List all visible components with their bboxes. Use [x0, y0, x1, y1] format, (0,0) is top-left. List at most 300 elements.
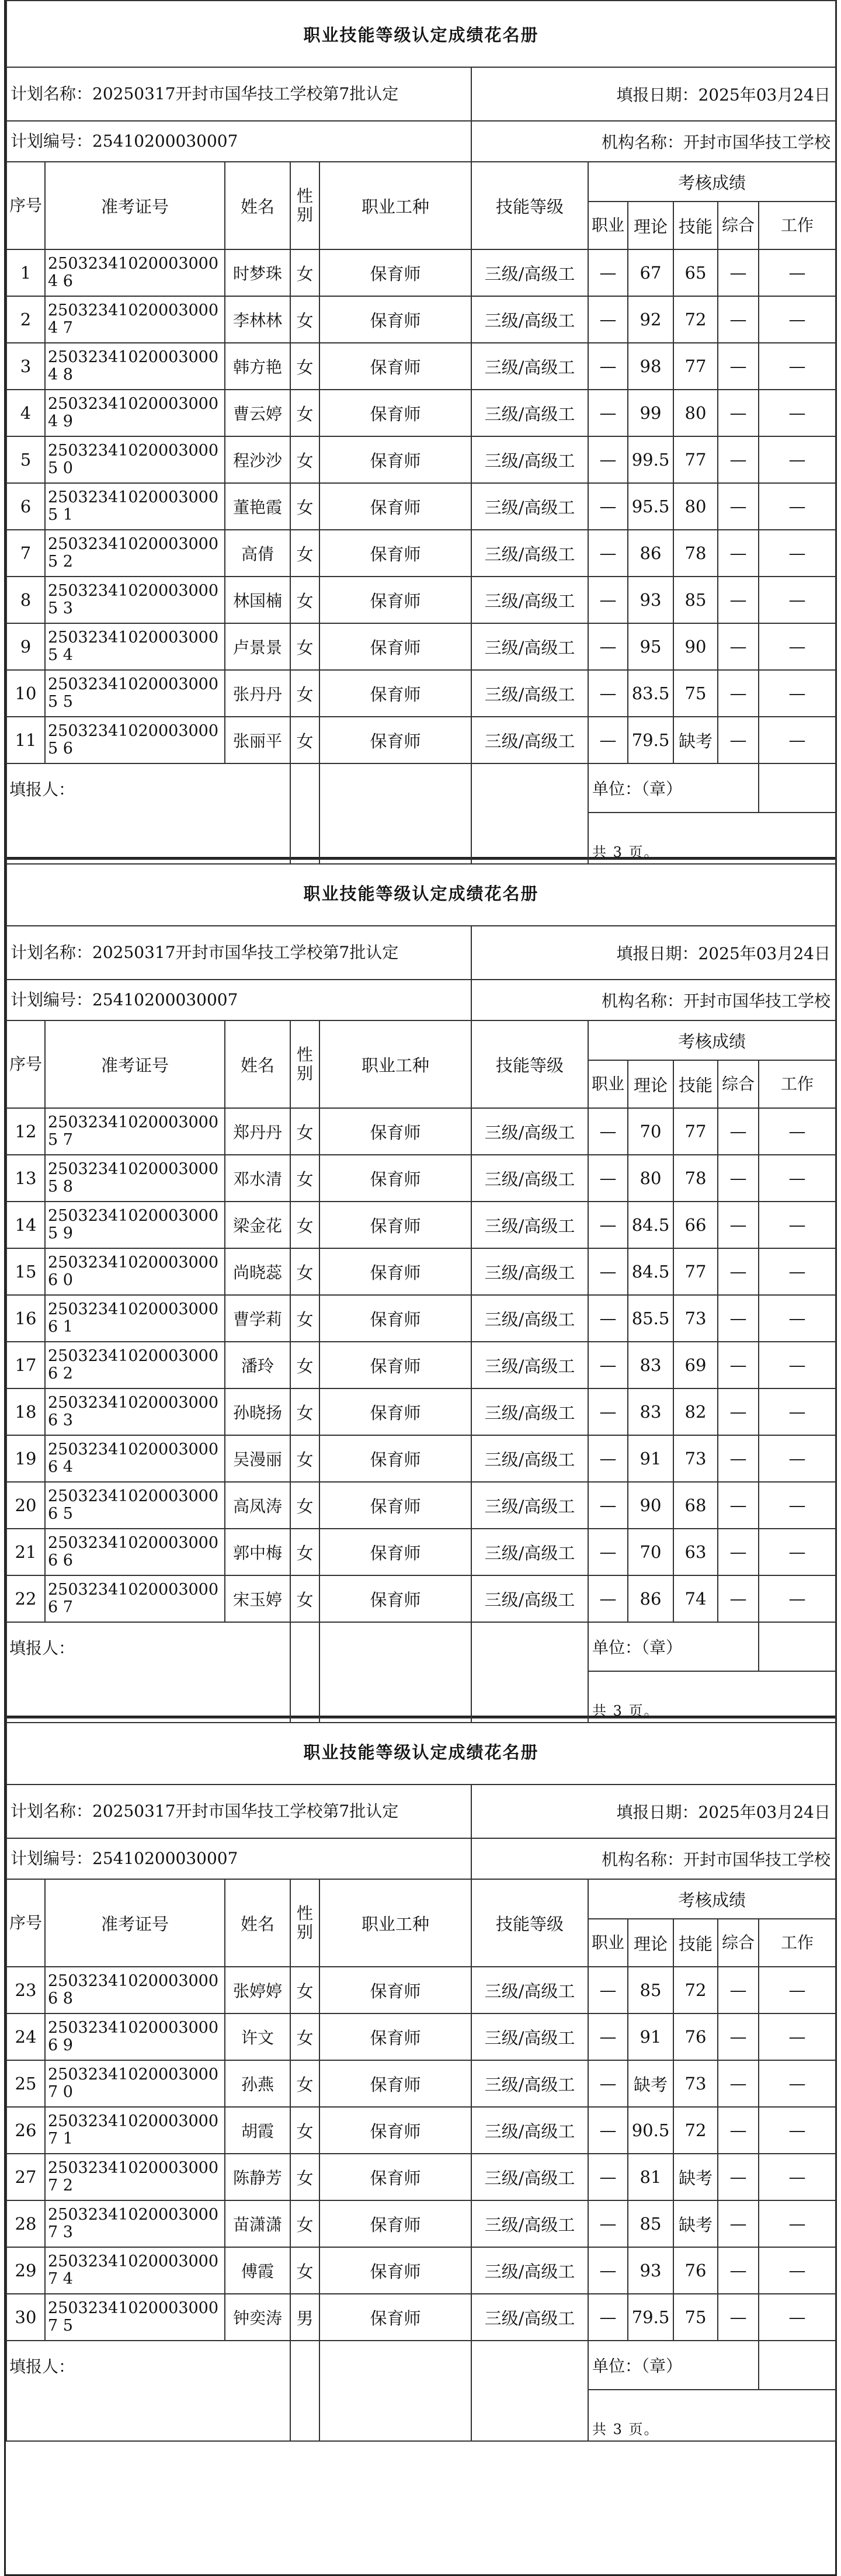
cell-score-skill: 缺考 — [673, 2154, 718, 2200]
cell-score-occupational: — — [588, 1155, 628, 1202]
cell-gender: 女 — [290, 2200, 319, 2247]
cell-score-skill: 80 — [673, 483, 718, 530]
cell-level: 三级/高级工 — [471, 2247, 588, 2294]
table-row — [6, 1388, 836, 1435]
table-row — [6, 2013, 836, 2060]
table-row — [6, 717, 836, 763]
cell-score-work: — — [759, 1342, 836, 1388]
cell-score-comprehensive: — — [718, 530, 759, 577]
table-row — [6, 1155, 836, 1202]
cell-cert-number: 250323410200030005 2 — [45, 530, 225, 577]
cell-score-occupational: — — [588, 1108, 628, 1155]
cell-gender: 女 — [290, 577, 319, 623]
cell-score-theory: 86 — [628, 1575, 673, 1622]
cell-score-occupational: — — [588, 670, 628, 717]
cell-level: 三级/高级工 — [471, 670, 588, 717]
table-row — [6, 577, 836, 623]
cell-score-occupational: — — [588, 530, 628, 577]
header-score-work: 工作 — [759, 1060, 836, 1108]
cell-name: 陈静芳 — [225, 2154, 290, 2200]
table-row — [6, 1108, 836, 1155]
header-score-skill: 技能 — [673, 202, 718, 249]
cell-name: 曹学莉 — [225, 1295, 290, 1342]
cell-seq: 8 — [6, 577, 45, 623]
cell-occupation: 保育师 — [319, 1155, 471, 1202]
cell-occupation: 保育师 — [319, 249, 471, 296]
cell-seq: 11 — [6, 717, 45, 763]
cell-score-skill: 75 — [673, 670, 718, 717]
header-level: 技能等级 — [471, 162, 588, 249]
cell-level: 三级/高级工 — [471, 623, 588, 670]
table-row — [6, 249, 836, 296]
cell-score-theory: 84.5 — [628, 1248, 673, 1295]
cell-score-theory: 98 — [628, 343, 673, 390]
table-row — [6, 1575, 836, 1622]
cell-level: 三级/高级工 — [471, 1202, 588, 1248]
cell-score-work: — — [759, 1575, 836, 1622]
footer-blank — [6, 1671, 290, 1723]
cell-gender: 女 — [290, 717, 319, 763]
cell-score-occupational: — — [588, 436, 628, 483]
cell-gender: 女 — [290, 1435, 319, 1482]
plan-name: 计划名称：20250317开封市国华技工学校第7批认定 — [6, 67, 471, 121]
cell-score-work: — — [759, 1248, 836, 1295]
cell-name: 时梦珠 — [225, 249, 290, 296]
cell-score-occupational: — — [588, 1202, 628, 1248]
unit-seal-label: 单位：（章） — [588, 763, 759, 813]
cell-name: 尚晓蕊 — [225, 1248, 290, 1295]
cell-score-comprehensive: — — [718, 1295, 759, 1342]
cell-level: 三级/高级工 — [471, 530, 588, 577]
cell-cert-number: 250323410200030006 4 — [45, 1435, 225, 1482]
cell-score-skill: 76 — [673, 2247, 718, 2294]
cell-score-occupational: — — [588, 390, 628, 436]
cell-score-comprehensive: — — [718, 2200, 759, 2247]
header-name: 姓名 — [225, 162, 290, 249]
header-gender: 性别 — [290, 1020, 319, 1108]
plan-code: 计划编号：25410200030007 — [6, 1838, 471, 1879]
header-score-work: 工作 — [759, 1919, 836, 1967]
fill-date: 填报日期：2025年03月24日 — [471, 1785, 836, 1838]
cell-level: 三级/高级工 — [471, 717, 588, 763]
cell-gender: 女 — [290, 390, 319, 436]
document-title: 职业技能等级认定成绩花名册 — [6, 1718, 836, 1785]
cell-level: 三级/高级工 — [471, 343, 588, 390]
cell-name: 宋玉婷 — [225, 1575, 290, 1622]
cell-score-skill: 73 — [673, 1435, 718, 1482]
cell-score-work: — — [759, 390, 836, 436]
cell-occupation: 保育师 — [319, 1575, 471, 1622]
cell-seq: 2 — [6, 296, 45, 343]
cell-gender: 女 — [290, 1248, 319, 1295]
header-score-comprehensive: 综合 — [718, 1919, 759, 1967]
filler-label: 填报人： — [6, 1622, 290, 1671]
cell-score-comprehensive: — — [718, 1248, 759, 1295]
roster-page — [4, 859, 837, 1717]
cell-score-skill: 75 — [673, 2294, 718, 2341]
cell-score-comprehensive: — — [718, 1202, 759, 1248]
table-row — [6, 2200, 836, 2247]
cell-score-skill: 73 — [673, 2060, 718, 2107]
cell-score-occupational: — — [588, 2013, 628, 2060]
cell-score-comprehensive: — — [718, 343, 759, 390]
cell-score-occupational: — — [588, 296, 628, 343]
cell-occupation: 保育师 — [319, 1108, 471, 1155]
header-seq: 序号 — [6, 1020, 45, 1108]
cell-name: 钟奕涛 — [225, 2294, 290, 2341]
cell-score-theory: 93 — [628, 577, 673, 623]
cell-occupation: 保育师 — [319, 2200, 471, 2247]
table-row — [6, 1295, 836, 1342]
cell-score-work: — — [759, 436, 836, 483]
cell-cert-number: 250323410200030006 1 — [45, 1295, 225, 1342]
cell-name: 胡霞 — [225, 2107, 290, 2154]
cell-cert-number: 250323410200030007 2 — [45, 2154, 225, 2200]
unit-seal-label: 单位：（章） — [588, 1622, 759, 1671]
org-name: 机构名称：开封市国华技工学校 — [471, 121, 836, 162]
org-name: 机构名称：开封市国华技工学校 — [471, 1838, 836, 1879]
footer-blank — [471, 813, 588, 864]
cell-name: 张丹丹 — [225, 670, 290, 717]
cell-cert-number: 250323410200030005 7 — [45, 1108, 225, 1155]
cell-score-comprehensive: — — [718, 1967, 759, 2013]
cell-score-theory: 67 — [628, 249, 673, 296]
cell-score-skill: 78 — [673, 1155, 718, 1202]
header-name: 姓名 — [225, 1020, 290, 1108]
cell-occupation: 保育师 — [319, 483, 471, 530]
cell-score-occupational: — — [588, 623, 628, 670]
cell-score-comprehensive: — — [718, 1482, 759, 1529]
footer-blank — [471, 1671, 588, 1723]
cell-score-work: — — [759, 1529, 836, 1575]
cell-score-comprehensive: — — [718, 2107, 759, 2154]
cell-seq: 12 — [6, 1108, 45, 1155]
header-occupation: 职业工种 — [319, 162, 471, 249]
footer-blank — [759, 763, 836, 813]
cell-score-occupational: — — [588, 2107, 628, 2154]
cell-cert-number: 250323410200030005 0 — [45, 436, 225, 483]
page-count: 共 3 页。 — [588, 2390, 836, 2441]
cell-seq: 16 — [6, 1295, 45, 1342]
table-row — [6, 2294, 836, 2341]
cell-score-skill: 72 — [673, 296, 718, 343]
cell-cert-number: 250323410200030006 8 — [45, 1967, 225, 2013]
table-row — [6, 1529, 836, 1575]
cell-score-theory: 85 — [628, 2200, 673, 2247]
cell-occupation: 保育师 — [319, 577, 471, 623]
table-row — [6, 623, 836, 670]
cell-gender: 女 — [290, 343, 319, 390]
filler-label: 填报人： — [6, 763, 290, 813]
cell-cert-number: 250323410200030006 9 — [45, 2013, 225, 2060]
cell-score-occupational: — — [588, 1575, 628, 1622]
footer-blank — [319, 2341, 471, 2390]
cell-score-work: — — [759, 1155, 836, 1202]
cell-score-theory: 81 — [628, 2154, 673, 2200]
cell-level: 三级/高级工 — [471, 2060, 588, 2107]
table-row — [6, 296, 836, 343]
table-row — [6, 436, 836, 483]
cell-score-theory: 83 — [628, 1388, 673, 1435]
cell-level: 三级/高级工 — [471, 1575, 588, 1622]
cell-cert-number: 250323410200030004 9 — [45, 390, 225, 436]
cell-score-skill: 78 — [673, 530, 718, 577]
cell-score-occupational: — — [588, 2247, 628, 2294]
table-row — [6, 2060, 836, 2107]
table-row — [6, 1482, 836, 1529]
cell-score-skill: 77 — [673, 343, 718, 390]
cell-seq: 19 — [6, 1435, 45, 1482]
cell-cert-number: 250323410200030007 0 — [45, 2060, 225, 2107]
cell-score-work: — — [759, 1202, 836, 1248]
cell-gender: 女 — [290, 2247, 319, 2294]
header-score-skill: 技能 — [673, 1060, 718, 1108]
fill-date: 填报日期：2025年03月24日 — [471, 67, 836, 121]
cell-score-comprehensive: — — [718, 1108, 759, 1155]
page-count: 共 3 页。 — [588, 813, 836, 864]
cell-score-work: — — [759, 2247, 836, 2294]
cell-score-theory: 99.5 — [628, 436, 673, 483]
cell-score-skill: 90 — [673, 623, 718, 670]
cell-occupation: 保育师 — [319, 1202, 471, 1248]
cell-seq: 22 — [6, 1575, 45, 1622]
cell-occupation: 保育师 — [319, 390, 471, 436]
cell-score-work: — — [759, 1482, 836, 1529]
cell-score-skill: 72 — [673, 1967, 718, 2013]
unit-seal-label: 单位：（章） — [588, 2341, 759, 2390]
cell-cert-number: 250323410200030006 6 — [45, 1529, 225, 1575]
cell-level: 三级/高级工 — [471, 1155, 588, 1202]
cell-seq: 17 — [6, 1342, 45, 1388]
footer-blank — [319, 1671, 471, 1723]
cell-occupation: 保育师 — [319, 1967, 471, 2013]
header-cert: 准考证号 — [45, 162, 225, 249]
cell-score-theory: 70 — [628, 1108, 673, 1155]
cell-gender: 男 — [290, 2294, 319, 2341]
table-row — [6, 1202, 836, 1248]
cell-score-comprehensive: — — [718, 296, 759, 343]
cell-seq: 30 — [6, 2294, 45, 2341]
cell-name: 张婷婷 — [225, 1967, 290, 2013]
cell-name: 孙燕 — [225, 2060, 290, 2107]
cell-score-work: — — [759, 483, 836, 530]
cell-score-theory: 90 — [628, 1482, 673, 1529]
cell-occupation: 保育师 — [319, 1529, 471, 1575]
cell-level: 三级/高级工 — [471, 1482, 588, 1529]
cell-gender: 女 — [290, 483, 319, 530]
cell-name: 郭中梅 — [225, 1529, 290, 1575]
cell-cert-number: 250323410200030004 8 — [45, 343, 225, 390]
cell-cert-number: 250323410200030005 9 — [45, 1202, 225, 1248]
cell-score-work: — — [759, 2154, 836, 2200]
cell-cert-number: 250323410200030006 5 — [45, 1482, 225, 1529]
cell-score-work: — — [759, 717, 836, 763]
cell-occupation: 保育师 — [319, 717, 471, 763]
cell-level: 三级/高级工 — [471, 1248, 588, 1295]
cell-name: 傅霞 — [225, 2247, 290, 2294]
header-scores: 考核成绩 — [588, 162, 836, 202]
header-occupation: 职业工种 — [319, 1879, 471, 1967]
cell-score-work: — — [759, 249, 836, 296]
footer-blank — [290, 1671, 319, 1723]
cell-gender: 女 — [290, 436, 319, 483]
cell-score-theory: 91 — [628, 1435, 673, 1482]
cell-score-occupational: — — [588, 2060, 628, 2107]
header-score-work: 工作 — [759, 202, 836, 249]
cell-score-theory: 86 — [628, 530, 673, 577]
footer-blank — [319, 763, 471, 813]
cell-score-occupational: — — [588, 2294, 628, 2341]
cell-score-theory: 83.5 — [628, 670, 673, 717]
table-row — [6, 2107, 836, 2154]
cell-level: 三级/高级工 — [471, 296, 588, 343]
cell-name: 高凤涛 — [225, 1482, 290, 1529]
header-level: 技能等级 — [471, 1879, 588, 1967]
cell-score-skill: 缺考 — [673, 717, 718, 763]
cell-level: 三级/高级工 — [471, 1967, 588, 2013]
cell-score-skill: 66 — [673, 1202, 718, 1248]
cell-level: 三级/高级工 — [471, 577, 588, 623]
cell-score-work: — — [759, 2107, 836, 2154]
cell-cert-number: 250323410200030005 4 — [45, 623, 225, 670]
header-score-occupational: 职业 — [588, 1060, 628, 1108]
cell-name: 韩方艳 — [225, 343, 290, 390]
cell-cert-number: 250323410200030006 3 — [45, 1388, 225, 1435]
table-row — [6, 530, 836, 577]
cell-score-comprehensive: — — [718, 2013, 759, 2060]
cell-seq: 1 — [6, 249, 45, 296]
cell-seq: 5 — [6, 436, 45, 483]
cell-name: 卢景景 — [225, 623, 290, 670]
cell-occupation: 保育师 — [319, 2013, 471, 2060]
cell-gender: 女 — [290, 2013, 319, 2060]
org-name: 机构名称：开封市国华技工学校 — [471, 980, 836, 1020]
plan-name: 计划名称：20250317开封市国华技工学校第7批认定 — [6, 926, 471, 980]
cell-occupation: 保育师 — [319, 343, 471, 390]
cell-name: 苗潇潇 — [225, 2200, 290, 2247]
header-score-occupational: 职业 — [588, 202, 628, 249]
cell-score-occupational: — — [588, 1342, 628, 1388]
cell-cert-number: 250323410200030006 7 — [45, 1575, 225, 1622]
header-score-occupational: 职业 — [588, 1919, 628, 1967]
cell-score-comprehensive: — — [718, 577, 759, 623]
footer-blank — [471, 2341, 588, 2390]
cell-cert-number: 250323410200030007 5 — [45, 2294, 225, 2341]
cell-score-skill: 缺考 — [673, 2200, 718, 2247]
cell-occupation: 保育师 — [319, 296, 471, 343]
footer-blank — [471, 1622, 588, 1671]
cell-seq: 7 — [6, 530, 45, 577]
cell-score-comprehensive: — — [718, 1575, 759, 1622]
cell-score-theory: 80 — [628, 1155, 673, 1202]
cell-score-theory: 99 — [628, 390, 673, 436]
cell-score-skill: 77 — [673, 1108, 718, 1155]
cell-score-theory: 93 — [628, 2247, 673, 2294]
cell-score-occupational: — — [588, 1482, 628, 1529]
cell-gender: 女 — [290, 249, 319, 296]
cell-score-theory: 95 — [628, 623, 673, 670]
header-seq: 序号 — [6, 1879, 45, 1967]
table-row — [6, 390, 836, 436]
cell-score-comprehensive: — — [718, 1155, 759, 1202]
filler-label: 填报人： — [6, 2341, 290, 2390]
cell-gender: 女 — [290, 1388, 319, 1435]
cell-level: 三级/高级工 — [471, 2107, 588, 2154]
cell-seq: 18 — [6, 1388, 45, 1435]
footer-blank — [290, 813, 319, 864]
cell-score-comprehensive: — — [718, 2060, 759, 2107]
plan-code: 计划编号：25410200030007 — [6, 980, 471, 1020]
cell-gender: 女 — [290, 530, 319, 577]
cell-level: 三级/高级工 — [471, 2294, 588, 2341]
table-row — [6, 1967, 836, 2013]
cell-gender: 女 — [290, 1529, 319, 1575]
cell-score-theory: 85 — [628, 1967, 673, 2013]
cell-occupation: 保育师 — [319, 530, 471, 577]
cell-score-skill: 73 — [673, 1295, 718, 1342]
cell-score-skill: 82 — [673, 1388, 718, 1435]
cell-score-theory: 92 — [628, 296, 673, 343]
cell-seq: 24 — [6, 2013, 45, 2060]
footer-blank — [290, 2341, 319, 2390]
header-scores: 考核成绩 — [588, 1020, 836, 1060]
cell-cert-number: 250323410200030005 8 — [45, 1155, 225, 1202]
cell-seq: 20 — [6, 1482, 45, 1529]
table-row — [6, 343, 836, 390]
plan-name: 计划名称：20250317开封市国华技工学校第7批认定 — [6, 1785, 471, 1838]
cell-score-work: — — [759, 577, 836, 623]
header-score-theory: 理论 — [628, 1919, 673, 1967]
cell-score-work: — — [759, 2200, 836, 2247]
cell-seq: 23 — [6, 1967, 45, 2013]
cell-seq: 27 — [6, 2154, 45, 2200]
cell-score-work: — — [759, 1967, 836, 2013]
cell-score-theory: 83 — [628, 1342, 673, 1388]
cell-gender: 女 — [290, 1482, 319, 1529]
cell-score-comprehensive: — — [718, 2294, 759, 2341]
cell-level: 三级/高级工 — [471, 1529, 588, 1575]
cell-score-occupational: — — [588, 1529, 628, 1575]
header-cert: 准考证号 — [45, 1020, 225, 1108]
footer-blank — [6, 813, 290, 864]
table-row — [6, 1342, 836, 1388]
cell-cert-number: 250323410200030004 6 — [45, 249, 225, 296]
cell-cert-number: 250323410200030005 6 — [45, 717, 225, 763]
footer-blank — [290, 763, 319, 813]
cell-level: 三级/高级工 — [471, 249, 588, 296]
cell-name: 梁金花 — [225, 1202, 290, 1248]
cell-occupation: 保育师 — [319, 623, 471, 670]
table-row — [6, 670, 836, 717]
cell-occupation: 保育师 — [319, 1388, 471, 1435]
cell-score-comprehensive: — — [718, 1435, 759, 1482]
cell-name: 林国楠 — [225, 577, 290, 623]
footer-blank — [471, 763, 588, 813]
cell-score-skill: 69 — [673, 1342, 718, 1388]
footer-blank — [6, 2390, 290, 2441]
header-score-theory: 理论 — [628, 1060, 673, 1108]
cell-score-theory: 91 — [628, 2013, 673, 2060]
cell-score-comprehensive: — — [718, 390, 759, 436]
cell-name: 潘玲 — [225, 1342, 290, 1388]
cell-gender: 女 — [290, 296, 319, 343]
cell-score-occupational: — — [588, 249, 628, 296]
cell-score-occupational: — — [588, 2200, 628, 2247]
cell-score-skill: 65 — [673, 249, 718, 296]
fill-date: 填报日期：2025年03月24日 — [471, 926, 836, 980]
header-score-theory: 理论 — [628, 202, 673, 249]
header-gender: 性别 — [290, 1879, 319, 1967]
